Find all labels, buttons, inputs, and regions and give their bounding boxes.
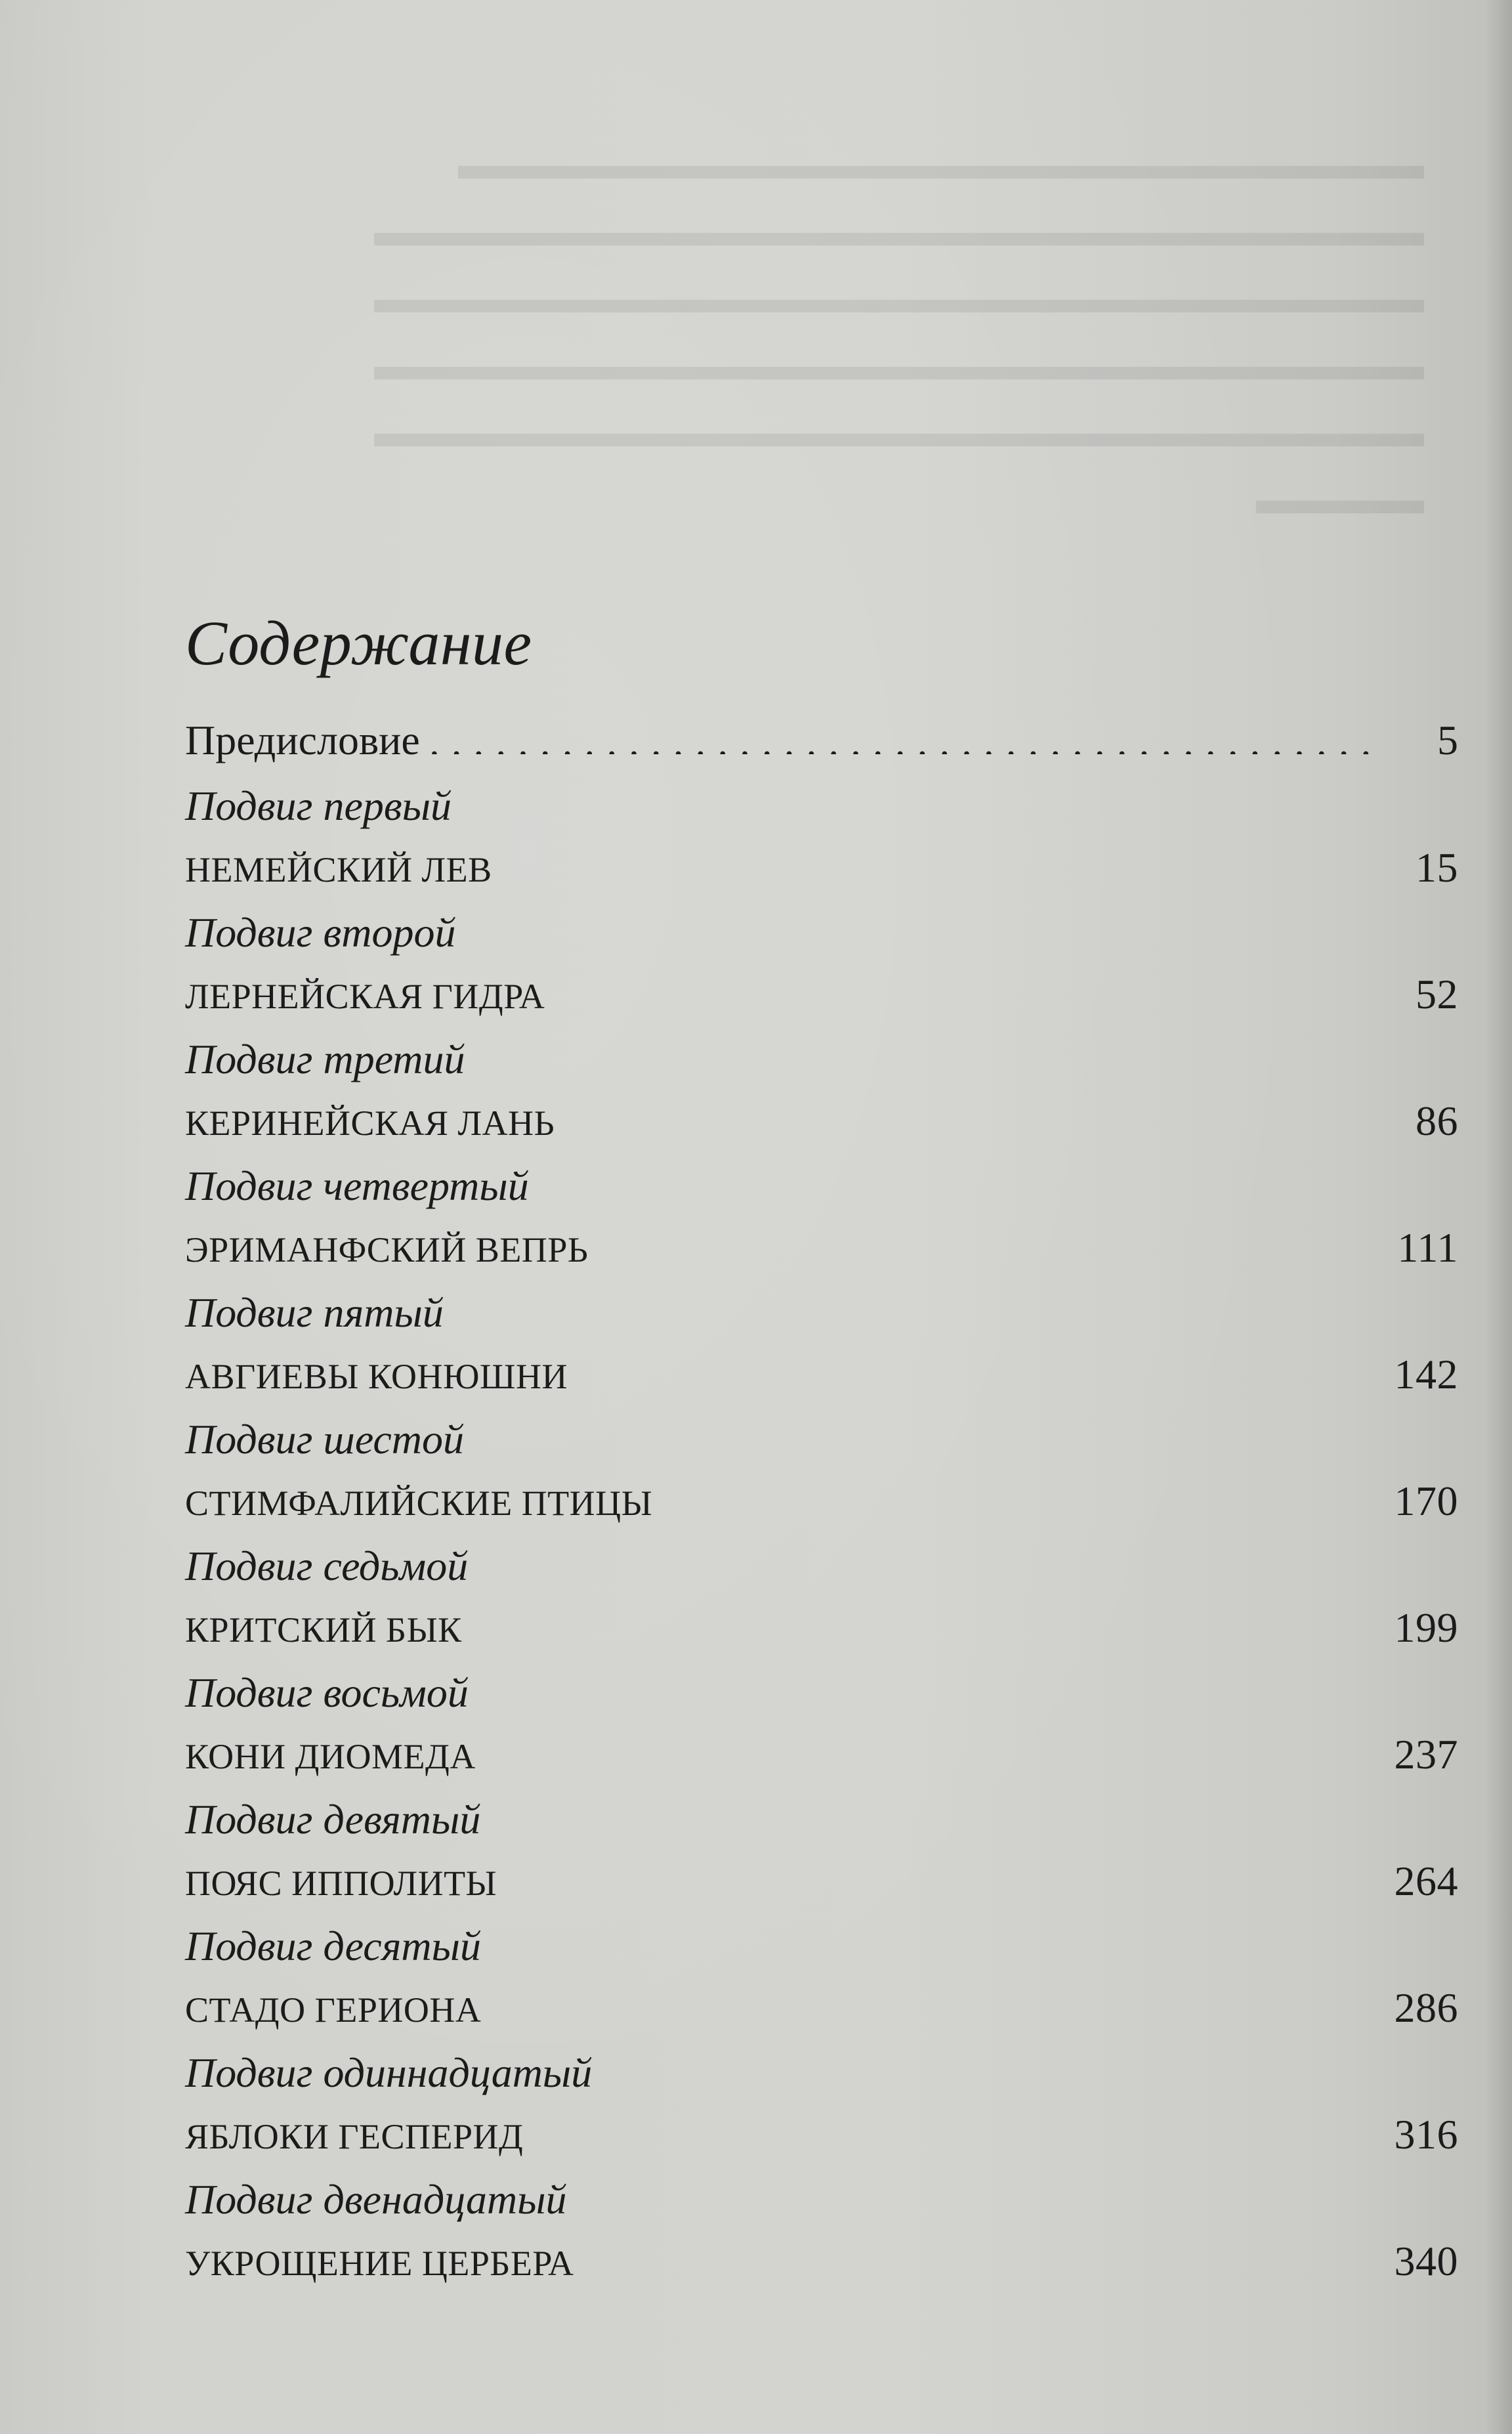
toc-entry: [185, 776, 1471, 901]
chapter-page-number: 52: [1416, 971, 1458, 1017]
chapter-title: КРИТСКИЙ БЫК: [185, 1610, 462, 1650]
labour-subtitle: Подвиг шестой: [185, 1416, 464, 1463]
toc-entry: [185, 1409, 1471, 1535]
chapter-title: ЭРИМАНФСКИЙ ВЕПРЬ: [185, 1230, 589, 1270]
chapter-page-number: 170: [1394, 1478, 1458, 1524]
chapter-page-number: 237: [1394, 1731, 1458, 1778]
preface-label: Предисловие: [185, 717, 420, 763]
chapter-page-number: 142: [1394, 1351, 1458, 1398]
chapter-row: [185, 963, 1458, 1028]
toc-entry: [185, 2043, 1471, 2168]
chapter-title: СТАДО ГЕРИОНА: [185, 1990, 482, 2030]
chapter-title: ЯБЛОКИ ГЕСПЕРИД: [185, 2117, 524, 2156]
page-edge-shadow: [1486, 0, 1512, 2434]
labour-subtitle: Подвиг девятый: [185, 1796, 481, 1843]
dot-leader: [577, 1353, 1377, 1388]
chapter-title: КОНИ ДИОМЕДА: [185, 1737, 476, 1776]
dot-leader: [532, 2113, 1377, 2148]
dot-leader: [506, 1860, 1377, 1895]
labour-subtitle: Подвиг седьмой: [185, 1543, 469, 1589]
labour-subtitle: Подвиг четвертый: [185, 1163, 529, 1209]
chapter-page-number: 111: [1397, 1224, 1458, 1271]
bleed-through-text: ▬▬▬▬▬▬▬▬▬▬▬▬▬▬▬▬▬▬▬▬▬▬▬ ▬▬▬▬▬▬▬▬▬▬▬▬▬▬▬▬▬▬▬▬▬▬▬▬▬ ▬▬▬▬▬▬▬▬▬▬▬▬▬▬▬▬▬▬▬▬▬▬▬▬▬ ▬▬▬▬▬▬▬▬▬▬▬▬▬▬▬▬▬▬▬▬▬▬▬▬▬ ▬▬▬▬▬▬▬▬▬▬▬▬▬▬▬▬▬▬▬▬▬▬▬▬▬ ▬▬▬▬: [374, 141, 1424, 523]
chapter-row: [185, 1470, 1458, 1535]
chapter-row: [185, 2230, 1458, 2295]
toc-entry: [185, 1789, 1471, 1915]
dot-leader: [471, 1606, 1377, 1642]
labour-subtitle: Подвиг пятый: [185, 1289, 444, 1336]
dot-leader: [485, 1733, 1377, 1768]
table-of-contents: [185, 604, 1471, 2295]
chapter-row: [185, 1090, 1458, 1155]
chapter-page-number: 286: [1394, 1984, 1458, 2031]
chapter-title: УКРОЩЕНИЕ ЦЕРБЕРА: [185, 2244, 574, 2283]
toc-entry: [185, 2169, 1471, 2295]
chapter-row: [185, 1596, 1458, 1661]
toc-entry: [185, 903, 1471, 1028]
chapter-page-number: 316: [1394, 2111, 1458, 2158]
dot-leader: [501, 846, 1377, 882]
labour-subtitle: Подвиг восьмой: [185, 1669, 469, 1716]
dot-leader: [564, 1100, 1377, 1135]
chapter-title: ЛЕРНЕЙСКАЯ ГИДРА: [185, 977, 545, 1016]
chapter-row: [185, 2103, 1458, 2168]
chapter-page-number: 340: [1394, 2238, 1458, 2284]
dot-leader: [429, 712, 1377, 754]
toc-entry: [185, 1536, 1471, 1661]
chapter-row: [185, 1343, 1458, 1408]
chapter-page-number: 15: [1416, 844, 1458, 891]
toc-entry: [185, 1663, 1471, 1788]
toc-entry: [185, 1283, 1471, 1408]
toc-entries: [185, 776, 1471, 2295]
dot-leader: [597, 1226, 1377, 1262]
toc-entry: [185, 1029, 1471, 1155]
chapter-row: [185, 1850, 1458, 1915]
chapter-row: [185, 836, 1458, 901]
labour-subtitle: Подвиг двенадцатый: [185, 2176, 567, 2223]
chapter-row: [185, 1723, 1458, 1788]
chapter-title: ПОЯС ИППОЛИТЫ: [185, 1864, 497, 1903]
labour-subtitle: Подвиг десятый: [185, 1923, 481, 1969]
chapter-title: НЕМЕЙСКИЙ ЛЕВ: [185, 850, 492, 889]
labour-subtitle: Подвиг второй: [185, 909, 456, 956]
labour-subtitle: Подвиг первый: [185, 782, 452, 829]
chapter-title: АВГИЕВЫ КОНЮШНИ: [185, 1357, 568, 1396]
toc-entry-preface: [185, 709, 1458, 772]
toc-title: Содержание: [185, 608, 532, 678]
dot-leader: [490, 1986, 1377, 2022]
chapter-page-number: 264: [1394, 1858, 1458, 1904]
toc-entry: [185, 1916, 1471, 2041]
dot-leader: [554, 973, 1377, 1008]
chapter-row: [185, 1216, 1458, 1281]
chapter-page-number: 86: [1416, 1098, 1458, 1144]
dot-leader: [662, 1480, 1377, 1515]
chapter-title: СТИМФАЛИЙСКИЕ ПТИЦЫ: [185, 1484, 653, 1523]
labour-subtitle: Подвиг третий: [185, 1036, 465, 1082]
toc-entry: [185, 1156, 1471, 1281]
chapter-title: КЕРИНЕЙСКАЯ ЛАНЬ: [185, 1103, 555, 1143]
dot-leader: [583, 2240, 1377, 2275]
chapter-row: [185, 1976, 1458, 2041]
labour-subtitle: Подвиг одиннадцатый: [185, 2049, 593, 2096]
chapter-page-number: 199: [1394, 1604, 1458, 1651]
preface-page-number: 5: [1437, 717, 1458, 763]
